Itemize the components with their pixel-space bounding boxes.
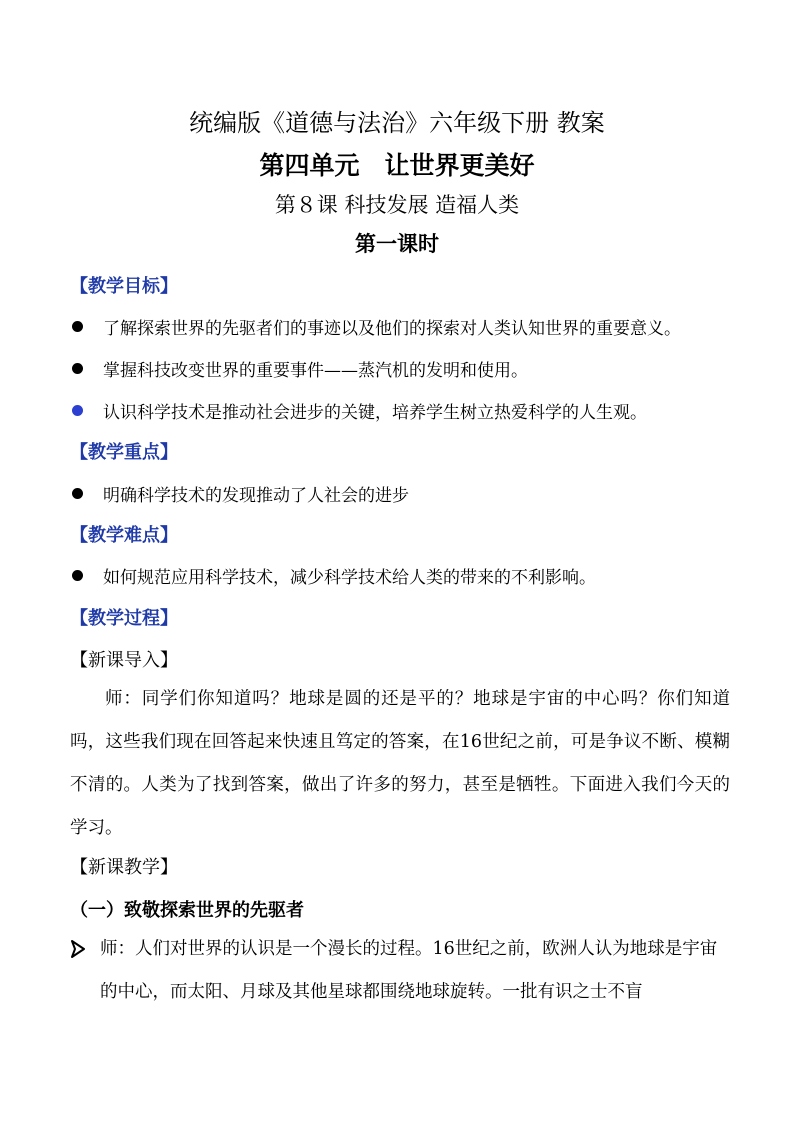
objective-text: 了解探索世界的先驱者们的事迹以及他们的探索对人类认知世界的重要意义。	[103, 319, 681, 339]
difficulties-heading: 【教学难点】	[70, 525, 178, 546]
difficulty-text: 如何规范应用科学技术，减少科学技术给人类的带来的不利影响。	[103, 568, 596, 588]
period-title: 第一课时	[355, 231, 439, 256]
section-paragraph: 师：人们对世界的认识是一个漫长的过程。16世纪之前，欧洲人认为地球是宇宙的中心，而太阳、月球及其他星球都围绕地球旋转。一批有识之士不盲	[100, 939, 718, 1002]
intro-heading: 【新课导入】	[70, 650, 178, 671]
bullet-icon	[72, 570, 83, 581]
document-title: 统编版《道德与法治》六年级下册 教案	[189, 109, 605, 137]
unit-title: 第四单元 让世界更美好	[259, 151, 535, 180]
intro-paragraph: 师：同学们你知道吗？地球是圆的还是平的？地球是宇宙的中心吗？你们知道吗，这些我们现在回答起来快速且笃定的答案，在16世纪之前，可是争议不断、模糊不清的。人类为了找到答案，做出了许多的努力，甚至是牺牲。下面进入我们今天的学习。	[70, 689, 730, 838]
difficulty-item	[72, 563, 596, 588]
section-heading: （一）致敬探索世界的先驱者	[70, 900, 304, 921]
key-point-item	[72, 481, 409, 506]
objective-item	[72, 356, 528, 381]
bullet-icon	[72, 363, 83, 374]
arrow-list-item	[70, 928, 730, 1014]
arrow-bullet-icon	[70, 940, 86, 958]
objective-item	[72, 314, 681, 339]
key-points-heading: 【教学重点】	[70, 442, 178, 463]
objective-text: 掌握科技改变世界的重要事件——蒸汽机的发明和使用。	[103, 361, 528, 381]
process-heading: 【教学过程】	[70, 608, 178, 629]
bullet-icon	[72, 488, 83, 499]
objective-item	[72, 398, 647, 423]
bullet-icon	[72, 321, 83, 332]
lesson-title: 第８课 科技发展 造福人类	[274, 193, 520, 217]
key-point-text: 明确科学技术的发现推动了人社会的进步	[103, 486, 409, 506]
teaching-heading: 【新课教学】	[70, 857, 178, 878]
objective-text: 认识科学技术是推动社会进步的关键，培养学生树立热爱科学的人生观。	[103, 403, 647, 423]
bullet-icon	[72, 405, 83, 416]
objectives-heading: 【教学目标】	[70, 276, 178, 297]
